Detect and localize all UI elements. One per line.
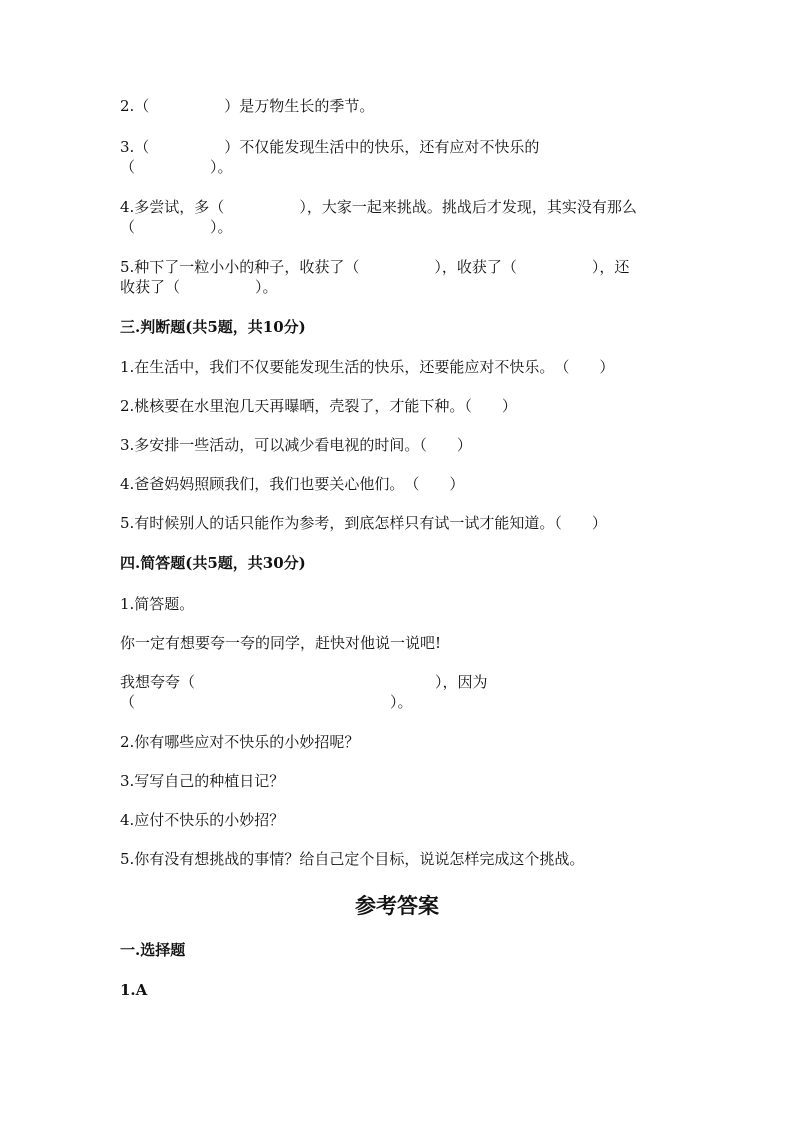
fill-in-question-5-line-2: 收获了（ ）。	[120, 278, 278, 296]
judgment-item-2: 2.桃核要在水里泡几天再曝晒，壳裂了，才能下种。（ ）	[120, 397, 517, 415]
short-answer-3: 3.写写自己的种植日记？	[120, 772, 285, 790]
section-3-heading: 三.判断题(共5题，共10分)	[120, 318, 306, 336]
fill-in-question-4-line-1: 4.多尝试，多（ ），大家一起来挑战。挑战后才发现，其实没有那么	[120, 198, 637, 216]
fill-in-question-2: 2.（ ）是万物生长的季节。	[120, 97, 375, 115]
answer-1: 1.A	[120, 981, 148, 999]
judgment-item-5: 5.有时候别人的话只能作为参考，到底怎样只有试一试才能知道。（ ）	[120, 514, 607, 532]
answers-section-1-heading: 一.选择题	[120, 941, 186, 959]
short-answer-2: 2.你有哪些应对不快乐的小妙招呢？	[120, 733, 360, 751]
short-answer-1-prompt: 你一定有想要夸一夸的同学，赶快对他说一说吧!	[120, 634, 442, 652]
fill-in-question-3-line-2: （ ）。	[120, 158, 233, 176]
fill-in-question-5-line-1: 5.种下了一粒小小的种子，收获了（ ），收获了（ ），还	[120, 258, 630, 276]
short-answer-4: 4.应付不快乐的小妙招？	[120, 811, 285, 829]
judgment-item-1: 1.在生活中，我们不仅要能发现生活的快乐，还要能应对不快乐。 （ ）	[120, 358, 615, 376]
short-answer-1-line-1: 我想夸夸（ ），因为	[120, 673, 488, 691]
short-answer-5: 5.你有没有想挑战的事情？给自己定个目标，说说怎样完成这个挑战。	[120, 850, 585, 868]
fill-in-question-3-line-1: 3.（ ）不仅能发现生活中的快乐，还有应对不快乐的	[120, 138, 540, 156]
short-answer-1-title: 1.简答题。	[120, 595, 195, 613]
judgment-item-4: 4.爸爸妈妈照顾我们，我们也要关心他们。 （ ）	[120, 475, 465, 493]
section-4-heading: 四.简答题(共5题，共30分)	[120, 554, 306, 572]
judgment-item-3: 3.多安排一些活动，可以减少看电视的时间。（ ）	[120, 436, 472, 454]
fill-in-question-4-line-2: （ ）。	[120, 218, 233, 236]
short-answer-1-line-2: （ ）。	[120, 693, 413, 711]
answers-title: 参考答案	[355, 893, 439, 918]
